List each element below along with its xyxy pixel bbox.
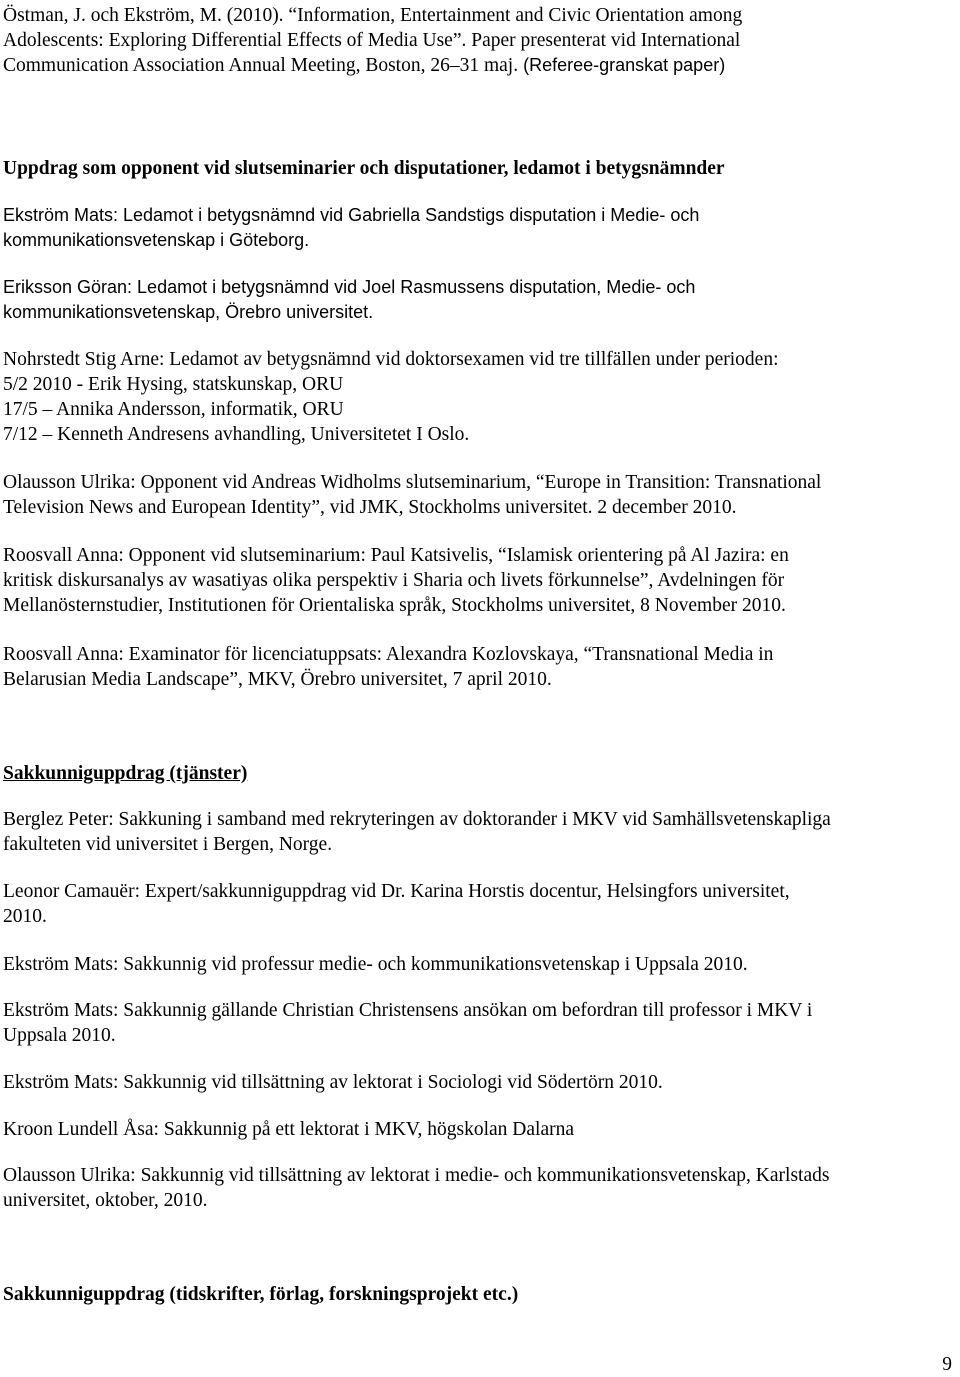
entry-line: Belarusian Media Landscape”, MKV, Örebro universitet, 7 april 2010. — [3, 669, 552, 690]
entry-line: Kroon Lundell Åsa: Sakkunnig på ett lektorat i MKV, högskolan Dalarna — [3, 1119, 574, 1140]
entry-line: Olausson Ulrika: Opponent vid Andreas Widholms slutseminarium, “Europe in Transition: Transnational — [3, 472, 822, 493]
section-heading-sakkunnig-tidskrifter: Sakkunniguppdrag (tidskrifter, förlag, forskningsprojekt etc.) — [3, 1284, 519, 1305]
entry-ekstrom-professur — [3, 952, 958, 977]
entry-olausson-opponent — [3, 470, 958, 520]
entry-line: Ekström Mats: Sakkunnig gällande Christian Christensens ansökan om befordran till professor i MKV i — [3, 1000, 813, 1021]
entry-line: Eriksson Göran: Ledamot i betygsnämnd vid Joel Rasmussens disputation, Medie- och — [3, 277, 696, 297]
entry-line: 17/5 – Annika Andersson, informatik, ORU — [3, 399, 344, 420]
entry-line: Olausson Ulrika: Sakkunnig vid tillsättning av lektorat i medie- och kommunikationsvetenskap, Karlstads — [3, 1165, 830, 1186]
entry-nohrstedt-ledamot — [3, 347, 958, 447]
entry-ekstrom-lektorat — [3, 1070, 958, 1095]
page-number: 9 — [942, 1354, 952, 1375]
section-heading-sakkunnig-tjanster: Sakkunniguppdrag (tjänster) — [3, 763, 248, 784]
entry-line: Ekström Mats: Ledamot i betygsnämnd vid Gabriella Sandstigs disputation i Medie- och — [3, 205, 700, 225]
entry-camauer-expert — [3, 879, 958, 929]
entry-ekstrom-befordran — [3, 998, 958, 1048]
reference-line: Östman, J. och Ekström, M. (2010). “Information, Entertainment and Civic Orientation among — [3, 5, 743, 26]
reference-entry — [3, 3, 958, 78]
entry-line: Television News and European Identity”, vid JMK, Stockholms universitet. 2 december 2010. — [3, 497, 737, 518]
section-heading-opponent: Uppdrag som opponent vid slutseminarier och disputationer, ledamot i betygsnämnder — [3, 158, 725, 179]
entry-kroon-lundell-lektorat — [3, 1117, 958, 1142]
entry-line: Roosvall Anna: Opponent vid slutseminarium: Paul Katsivelis, “Islamisk orientering på Al Jazira: en — [3, 545, 789, 566]
entry-line: kommunikationsvetenskap, Örebro universitet. — [3, 302, 374, 322]
entry-line: Berglez Peter: Sakkuning i samband med rekryteringen av doktorander i MKV vid Samhällsvetenskapliga — [3, 809, 831, 830]
reference-line — [3, 53, 958, 78]
entry-line: Leonor Camauër: Expert/sakkunniguppdrag vid Dr. Karina Horstis docentur, Helsingfors universitet, — [3, 881, 790, 902]
entry-line: 5/2 2010 - Erik Hysing, statskunskap, ORU — [3, 374, 344, 395]
entry-line: Ekström Mats: Sakkunnig vid professur medie- och kommunikationsvetenskap i Uppsala 2010. — [3, 954, 748, 975]
reference-text: Communication Association Annual Meeting, Boston, 26–31 maj. — [3, 55, 519, 76]
entry-line: Ekström Mats: Sakkunnig vid tillsättning av lektorat i Sociologi vid Södertörn 2010. — [3, 1072, 663, 1093]
entry-olausson-lektorat — [3, 1163, 958, 1213]
entry-line: 2010. — [3, 906, 47, 927]
entry-line: kommunikationsvetenskap i Göteborg. — [3, 230, 310, 250]
entry-eriksson-ledamot — [3, 275, 958, 325]
entry-line: Uppsala 2010. — [3, 1025, 116, 1046]
entry-roosvall-examinator — [3, 642, 958, 692]
entry-line: fakulteten vid universitet i Bergen, Norge. — [3, 834, 333, 855]
entry-line: Mellanösternstudier, Institutionen för Orientaliska språk, Stockholms universitet, 8 November 2010. — [3, 595, 786, 616]
referee-note: (Referee-granskat paper) — [518, 55, 726, 75]
entry-berglez-sakkunnig — [3, 807, 958, 857]
entry-roosvall-opponent — [3, 543, 958, 618]
entry-line: 7/12 – Kenneth Andresens avhandling, Universitetet I Oslo. — [3, 424, 470, 445]
entry-ekstrom-ledamot — [3, 203, 958, 253]
entry-line: Nohrstedt Stig Arne: Ledamot av betygsnämnd vid doktorsexamen vid tre tillfällen under perioden: — [3, 349, 779, 370]
entry-line: Roosvall Anna: Examinator för licenciatuppsats: Alexandra Kozlovskaya, “Transnational Media in — [3, 644, 774, 665]
entry-line: kritisk diskursanalys av wasatiyas olika perspektiv i Sharia och livets förkunnelse”, Avdelningen för — [3, 570, 785, 591]
reference-line: Adolescents: Exploring Differential Effects of Media Use”. Paper presenterat vid International — [3, 30, 741, 51]
entry-line: universitet, oktober, 2010. — [3, 1190, 208, 1211]
